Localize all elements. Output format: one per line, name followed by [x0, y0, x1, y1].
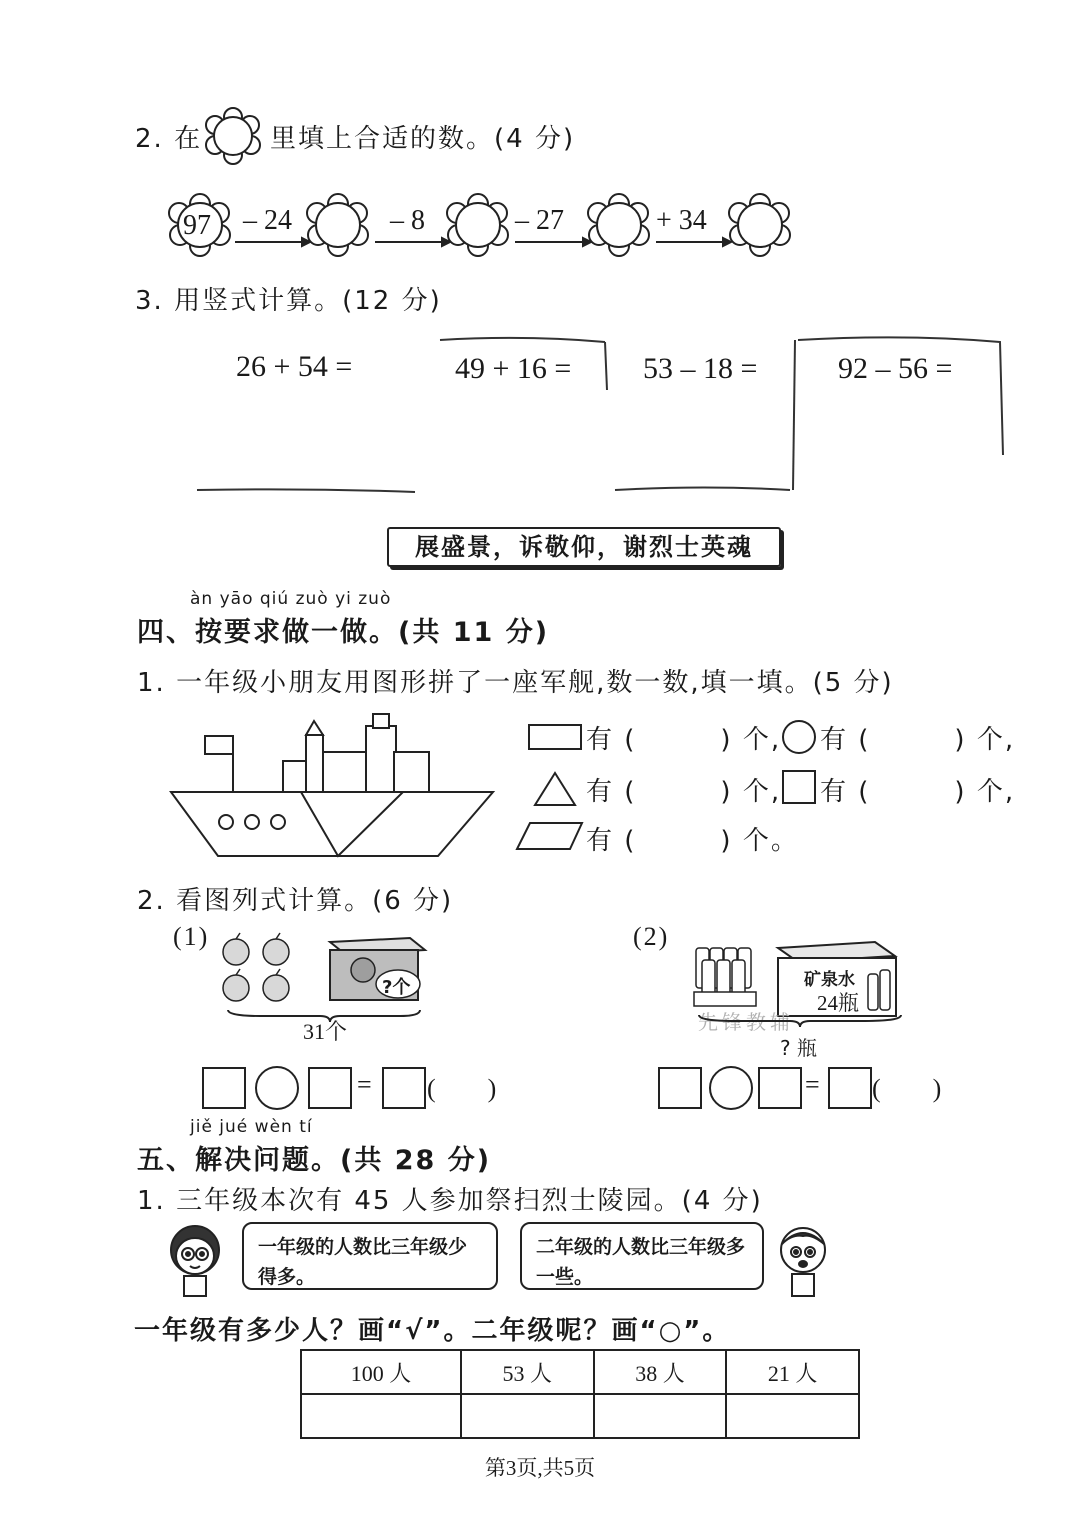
- apples-total: 31个: [303, 1019, 348, 1044]
- count-circle: 有 ( ) 个,: [820, 725, 1016, 755]
- parallelogram-shape-icon: [514, 820, 586, 852]
- flower-blank-1: [307, 194, 368, 256]
- count-triangle: 有 ( ) 个,: [586, 777, 782, 807]
- triangle-shape-icon: [532, 770, 578, 808]
- eq2-box-result[interactable]: [828, 1067, 872, 1109]
- answer-cell[interactable]: [594, 1394, 727, 1438]
- speech-bubble-right: 二年级的人数比三年级多一些。: [520, 1222, 764, 1290]
- count-rect: 有 ( ) 个,: [586, 725, 782, 755]
- box-text-2: 24瓶: [817, 991, 859, 1015]
- section5-title: 五、解决问题。(共 28 分): [137, 1145, 492, 1176]
- box-text-1: 矿泉水: [804, 970, 855, 990]
- eq2-equals: =: [805, 1070, 820, 1099]
- answer-table: [300, 1349, 860, 1439]
- eq1-equals: =: [357, 1070, 372, 1099]
- p1-label: (1): [173, 922, 210, 951]
- flag-rect: [205, 736, 233, 754]
- warship-figure: [168, 708, 498, 860]
- op-1: – 24: [243, 205, 292, 236]
- bottles-brace: [695, 1013, 905, 1033]
- calc-3: 53 – 18 =: [643, 352, 758, 385]
- answer-cell[interactable]: [726, 1394, 859, 1438]
- speech-bubble-left: 一年级的人数比三年级少得多。: [242, 1222, 498, 1290]
- apple-on-box-icon: [351, 958, 375, 982]
- section4-pinyin: àn yāo qiú zuò yi zuò: [190, 589, 392, 609]
- girl-avatar-icon: [160, 1220, 230, 1300]
- q3-title: 3. 用竖式计算。(12 分): [135, 286, 442, 316]
- section-banner: 展盛景，诉敬仰，谢烈士英魂: [387, 527, 781, 567]
- eq1-op-circle[interactable]: [255, 1066, 299, 1110]
- s4-q1-title: 1. 一年级小朋友用图形拼了一座军舰,数一数,填一填。(5 分): [137, 668, 894, 698]
- calc-2: 49 + 16 =: [455, 352, 572, 385]
- flower-icon: [203, 107, 263, 165]
- flower-blank-2: [447, 194, 508, 256]
- answer-cell[interactable]: [461, 1394, 594, 1438]
- table-header-cell: 100 人: [301, 1350, 461, 1394]
- calc-1: 26 + 54 =: [236, 350, 353, 383]
- rect-shape-icon: [528, 724, 582, 750]
- table-header-cell: 53 人: [461, 1350, 594, 1394]
- s5-q1-title: 1. 三年级本次有 45 人参加祭扫烈士陵园。(4 分): [137, 1186, 763, 1216]
- answer-cell[interactable]: [301, 1394, 461, 1438]
- box-label: ?个: [382, 977, 411, 998]
- apple-icon: [223, 939, 249, 965]
- count-parallelogram: 有 ( ) 个。: [586, 826, 799, 856]
- section4-title: 四、按要求做一做。(共 11 分): [137, 617, 550, 648]
- watermark: 先锋教辅: [698, 1010, 794, 1034]
- calc-4: 92 – 56 =: [838, 352, 953, 385]
- op-3: – 27: [515, 205, 564, 236]
- eq2-box-a[interactable]: [658, 1067, 702, 1109]
- q2-prefix: 2. 在: [135, 124, 203, 154]
- table-header-cell: 21 人: [726, 1350, 859, 1394]
- p2-label: (2): [633, 922, 670, 951]
- square-shape-icon: [782, 770, 816, 804]
- q2-suffix: 里填上合适的数。(4 分): [270, 124, 576, 154]
- eq2-op-circle[interactable]: [709, 1066, 753, 1110]
- flower-start-value: 97: [183, 210, 211, 241]
- bottles-question: ? 瓶: [780, 1036, 817, 1060]
- eq2-unit[interactable]: ( ): [872, 1074, 942, 1103]
- boy-avatar-icon: [772, 1222, 834, 1302]
- circle-shape-icon: [782, 720, 816, 754]
- eq1-box-result[interactable]: [382, 1067, 426, 1109]
- flower-blank-4: [729, 194, 790, 256]
- table-header-cell: 38 人: [594, 1350, 727, 1394]
- eq2-box-b[interactable]: [758, 1067, 802, 1109]
- flower-blank-3: [588, 194, 649, 256]
- page-footer: 第3页,共5页: [484, 1456, 596, 1480]
- op-2: – 8: [390, 205, 425, 236]
- eq1-box-b[interactable]: [308, 1067, 352, 1109]
- s5-question: 一年级有多少人？画“√”。二年级呢？画“○”。: [134, 1316, 731, 1346]
- section5-pinyin: jiě jué wèn tí: [190, 1117, 313, 1137]
- op-4: + 34: [656, 205, 707, 236]
- eq1-box-a[interactable]: [202, 1067, 246, 1109]
- s4-q2-title: 2. 看图列式计算。(6 分): [137, 886, 454, 916]
- count-square: 有 ( ) 个,: [820, 777, 1016, 807]
- eq1-unit[interactable]: ( ): [427, 1074, 497, 1103]
